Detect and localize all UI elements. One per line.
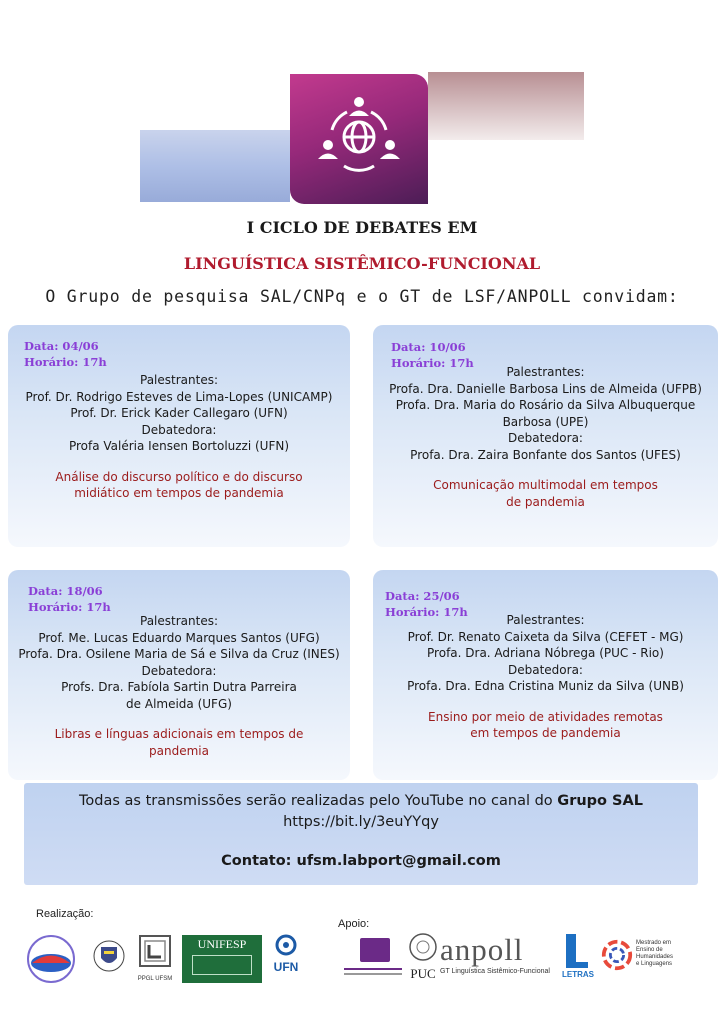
contact-email[interactable]: Contato: ufsm.labport@gmail.com	[221, 853, 501, 869]
session-time: Horário: 17h	[24, 355, 107, 369]
debater-label: Debatedora:	[508, 662, 583, 677]
apoio-label: Apoio:	[338, 918, 370, 930]
speaker: Prof. Me. Lucas Eduardo Marques Santos (UFG)	[38, 630, 320, 645]
session-date: Data: 25/06	[385, 589, 460, 603]
session-card-1	[8, 325, 350, 547]
event-title-line2: LINGUÍSTICA SISTÊMICO-FUNCIONAL	[183, 254, 541, 273]
letras-caption: LETRAS	[562, 970, 594, 979]
broadcast-text: Todas as transmissões serão realizadas pelo YouTube no canal do Grupo SAL	[79, 793, 643, 809]
youtube-link[interactable]: https://bit.ly/3euYYqy	[283, 814, 439, 830]
realizacao-label: Realização:	[36, 908, 94, 920]
debater: de Almeida (UFG)	[126, 696, 232, 711]
mestrado-caption: Mestrado em Ensino de Humanidades e Linguagens	[636, 940, 674, 967]
speaker: Profa. Dra. Osilene Maria de Sá e Silva da Cruz (INES)	[18, 647, 340, 661]
ufn-caption: UFN	[273, 960, 299, 974]
puc-caption: PUC	[410, 966, 436, 981]
session-topic: Comunicação multimodal em tempos de pandemia	[433, 478, 658, 509]
event-title-line1: I CICLO DE DEBATES EM	[246, 218, 478, 237]
letras-logo	[560, 934, 596, 984]
ufsm-crest	[92, 936, 126, 982]
debater-label: Debatedora:	[141, 663, 217, 678]
globe-network-icon	[314, 90, 404, 180]
debater: Profa. Dra. Zaira Bonfante dos Santos (UFES)	[410, 447, 681, 462]
unifesp-caption: UNIFESP	[197, 937, 247, 951]
mestrado-logo	[600, 934, 676, 978]
session-time: Horário: 17h	[28, 600, 111, 614]
anpoll-logo	[440, 932, 554, 984]
session-date: Data: 18/06	[28, 584, 103, 598]
debater: Profa. Dra. Edna Cristina Muniz da Silva (UNB)	[407, 679, 684, 693]
speaker: Prof. Dr. Rodrigo Esteves de Lima-Lopes (UNICAMP)	[25, 389, 333, 404]
ppgl-caption: PPGL UFSM	[137, 976, 173, 982]
sal-logo	[20, 932, 82, 984]
anpoll-gt-caption: GT Linguística Sistêmico-Funcional	[440, 968, 550, 975]
debater: Profs. Dra. Fabíola Sartin Dutra Parreira	[61, 680, 297, 694]
event-logo	[290, 74, 428, 204]
session-topic: Libras e línguas adicionais em tempos de pandemia	[54, 727, 304, 758]
puc-crest	[406, 932, 440, 984]
session-topic: Análise do discurso político e do discurso midiático em tempos de pandemia	[55, 469, 303, 500]
speakers-label: Palestrantes:	[506, 613, 585, 627]
decorative-pink-block	[428, 72, 584, 140]
broadcast-banner	[24, 783, 698, 885]
speaker: Profa. Dra. Adriana Nóbrega (PUC - Rio)	[427, 646, 664, 660]
speakers-label: Palestrantes:	[140, 373, 218, 387]
ufn-logo	[268, 934, 304, 984]
decorative-blue-block	[140, 130, 290, 202]
unifesp-logo	[182, 935, 262, 983]
session-time: Horário: 17h	[391, 356, 474, 370]
labport-logo	[344, 938, 402, 984]
speakers-label: Palestrantes:	[140, 614, 218, 628]
ppgl-logo	[134, 934, 176, 984]
speaker: Profa. Dra. Maria do Rosário da Silva Albuquerque	[395, 398, 696, 412]
speaker: Prof. Dr. Erick Kader Callegaro (UFN)	[70, 406, 288, 420]
speaker: Prof. Dr. Renato Caixeta da Silva (CEFET - MG)	[407, 629, 684, 644]
session-card-2	[373, 325, 718, 547]
channel-name: Grupo SAL	[557, 793, 643, 809]
session-date: Data: 04/06	[24, 339, 99, 353]
session-time: Horário: 17h	[385, 605, 468, 619]
anpoll-wordmark: anpoll	[440, 932, 524, 967]
session-card-4	[373, 570, 718, 780]
speakers-label: Palestrantes:	[506, 365, 585, 379]
speaker: Barbosa (UPE)	[502, 414, 589, 429]
session-topic: Ensino por meio de atividades remotas em tempos de pandemia	[428, 709, 663, 740]
debater: Profa Valéria Iensen Bortoluzzi (UFN)	[68, 439, 290, 453]
session-card-3	[8, 570, 350, 780]
speaker: Profa. Dra. Danielle Barbosa Lins de Almeida (UFPB)	[389, 381, 702, 396]
invitation-text: O Grupo de pesquisa SAL/CNPq e o GT de LSF/ANPOLL convidam:	[45, 287, 679, 306]
debater-label: Debatedora:	[508, 431, 583, 445]
session-date: Data: 10/06	[391, 340, 466, 354]
debater-label: Debatedora:	[141, 422, 217, 437]
